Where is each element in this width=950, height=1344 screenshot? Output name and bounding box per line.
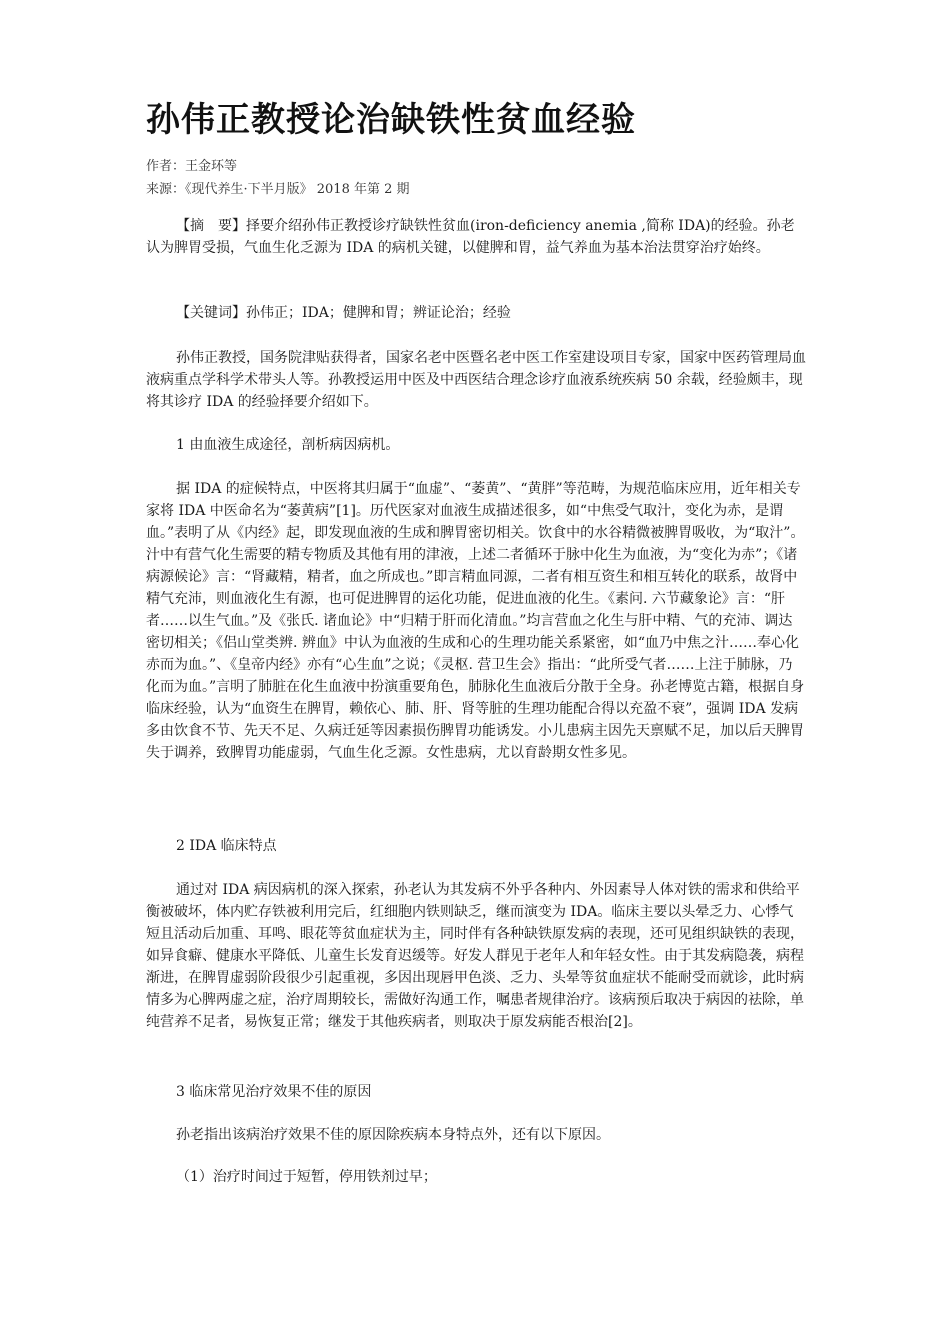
article-title: 孙伟正教授论治缺铁性贫血经验 (146, 100, 636, 140)
section-3-intro: 孙老指出该病治疗效果不佳的原因除疾病本身特点外，还有以下原因。 (176, 1127, 610, 1143)
section-2-text: 通过对 IDA 病因病机的深入探索，孙老认为其发病不外乎各种内、外因素导人体对铁的需求和供给平衡被破坏，体内贮存铁被利用完后，红细胞内铁则缺乏，继而演变为 IDA。临床主要以头晕乏力、心悸气短且活动后加重、耳鸣、眼花等贫血症状为主，同时伴有各种缺铁原发病的表现，还可见组织缺铁的表现，如异食癖、健康水平降低、儿童生长发育迟缓等。好发人群见于老年人和年轻女性。由于其发病隐袭，病程渐进，在脾胃虚弱阶段很少引起重视，多因出现唇甲色淡、乏力、头晕等贫血症状不能耐受而就诊，此时病情多为心脾两虚之症，治疗周期较长，需做好沟通工作，嘱患者规律治疗。该病预后取决于病因的祛除，单纯营养不足者，易恢复正常；继发于其他疾病者，则取决于原发病能否根治[2]。 (146, 882, 804, 1030)
list-item-1: （1）治疗时间过于短暂，停用铁剂过早； (176, 1169, 437, 1185)
section-1-heading: 1 由血液生成途径，剖析病因病机。 (176, 437, 400, 453)
intro-paragraph (146, 347, 806, 413)
author-line: 作者：王金环等 (146, 159, 238, 174)
section-2-paragraph (146, 879, 806, 1033)
section-1-paragraph (146, 478, 806, 764)
abstract-paragraph (146, 215, 806, 259)
section-2-heading: 2 IDA 临床特点 (176, 838, 277, 854)
keywords-paragraph (146, 302, 806, 324)
keywords-text: 【关键词】孙伟正；IDA；健脾和胃；辨证论治；经验 (176, 305, 511, 321)
intro-text: 孙伟正教授，国务院津贴获得者，国家名老中医暨名老中医工作室建设项目专家，国家中医药管理局血液病重点学科学术带头人等。孙教授运用中医及中西医结合理念诊疗血液系统疾病 50 余载，经验颇丰，现将其诊疗 IDA 的经验择要介绍如下。 (146, 350, 806, 410)
source-line: 来源：《现代养生·下半月版》 2018 年第 2 期 (146, 182, 410, 197)
section-3-heading: 3 临床常见治疗效果不佳的原因 (176, 1084, 372, 1100)
section-1-text: 据 IDA 的症候特点，中医将其归属于“血虚”、“萎黄”、“黄胖”等范畴，为规范临床应用，近年相关专家将 IDA 中医命名为“萎黄病”[1]。历代医家对血液生成描述很多，如“中焦受气取汁，变化为赤，是谓血。”表明了从《内经》起，即发现血液的生成和脾胃密切相关。饮食中的水谷精微被脾胃吸收，为“取汁”。汁中有营气化生需要的精专物质及其他有用的津液，上述二者循环于脉中化生为血液，为“变化为赤”；《诸病源候论》言：“肾藏精，精者，血之所成也。”即言精血同源，二者有相互资生和相互转化的联系，故肾中精气充沛，则血液化生有源，也可促进脾胃的运化功能，促进血液的化生。《素问. 六节藏象论》言：“肝者……以生气血。”及《张氏. 诸血论》中“归精于肝而化清血。”均言营血之化生与肝中精、气的充沛、调达密切相关；《侣山堂类辨. 辨血》中认为血液的生成和心的生理功能关系紧密，如“血乃中焦之汁……奉心化赤而为血。”、《皇帝内经》亦有“心生血”之说；《灵枢. 营卫生会》指出：“此所受气者……上注于肺脉，乃化而为血。”言明了肺脏在化生血液中扮演重要角色，肺脉化生血液后分散于全身。孙老博览古籍，根据自身临床经验，认为“血资生在脾胃，赖依心、肺、肝、肾等脏的生理功能配合得以充盈不衰”，强调 IDA 发病多由饮食不节、先天不足、久病迁延等因素损伤脾胃功能诱发。小儿患病主因先天禀赋不足，加以后天脾胃失于调养，致脾胃功能虚弱，气血生化乏源。女性患病，尤以育龄期女性多见。 (146, 481, 805, 761)
abstract-text: 【摘 要】择要介绍孙伟正教授诊疗缺铁性贫血(iron-deficiency anemia ,简称 IDA)的经验。孙老认为脾胃受损，气血生化乏源为 IDA 的病机关键，以健脾和胃，益气养血为基本治法贯穿治疗始终。 (146, 218, 795, 256)
